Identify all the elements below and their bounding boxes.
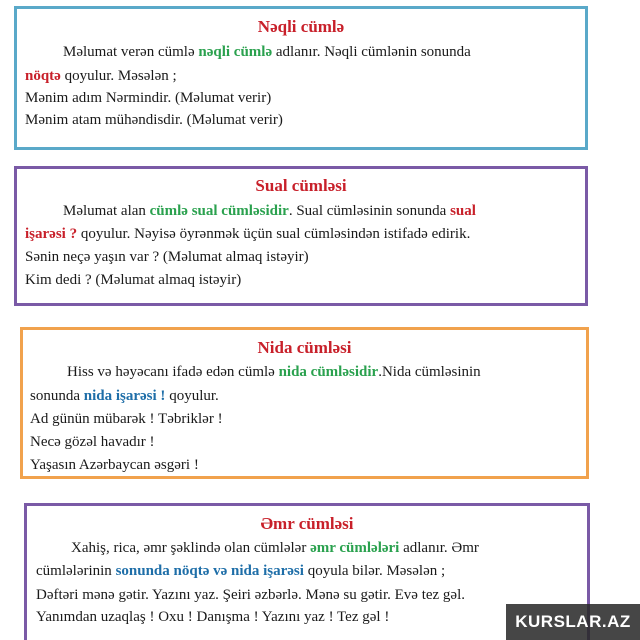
- text-run: cümlələrinin: [36, 563, 116, 579]
- highlight-term: sonunda nöqtə və nida işarəsi: [115, 563, 304, 579]
- text-line: [30, 456, 199, 474]
- text-line: [30, 433, 155, 451]
- section-title: Nəqli cümlə: [257, 17, 345, 36]
- text-run: Məlumat verən cümlə: [63, 44, 199, 60]
- text-line: [25, 225, 470, 243]
- text-run: qoyula bilər. Məsələn ;: [303, 563, 446, 579]
- highlight-term: nida cümləsidir: [278, 364, 379, 380]
- text-line: [36, 586, 465, 604]
- section-title: Əmr cümləsi: [260, 514, 354, 533]
- text-line: [30, 387, 219, 405]
- text-run: Mənim adım Nərmindir. (Məlumat verir): [25, 90, 272, 106]
- text-line: [36, 562, 445, 580]
- text-line: [67, 363, 481, 381]
- section-title: Sual cümləsi: [255, 176, 347, 195]
- highlight-term: nida işarəsi !: [83, 388, 166, 404]
- text-line: [63, 202, 476, 220]
- text-run: Kim dedi ? (Məlumat almaq istəyir): [25, 272, 242, 288]
- text-run: Necə gözəl havadır !: [30, 434, 155, 450]
- text-run: Dəftəri mənə gətir. Yazını yaz. Şeiri əzbərlə. Mənə su gətir. Evə tez gəl.: [36, 587, 466, 603]
- highlight-term: əmr cümlələri: [310, 540, 400, 556]
- section-neqli: [14, 6, 588, 150]
- text-line: [63, 43, 471, 61]
- highlight-term: sual: [450, 203, 476, 219]
- section-sual: [14, 166, 588, 306]
- text-run: adlanır. Əmr: [399, 540, 479, 556]
- text-run: sonunda: [30, 388, 84, 404]
- highlight-term: işarəsi ?: [25, 226, 78, 242]
- text-run: Yaşasın Azərbaycan əsgəri !: [30, 457, 199, 473]
- text-run: Hiss və həyəcanı ifadə edən cümlə: [67, 364, 279, 380]
- text-line: [25, 111, 283, 129]
- text-run: qoyulur. Məsələn ;: [60, 68, 177, 84]
- text-run: qoyulur. Nəyisə öyrənmək üçün sual cümləsindən istifadə edirik.: [77, 226, 471, 242]
- text-run: Yanımdan uzaqlaş ! Oxu ! Danışma ! Yazını yaz ! Tez gəl !: [36, 609, 390, 625]
- text-line: [25, 248, 309, 266]
- text-line: [25, 89, 271, 107]
- section-title: Nida cümləsi: [257, 338, 352, 357]
- text-line: [71, 539, 479, 557]
- text-run: qoyulur.: [165, 388, 219, 404]
- text-run: Sənin neçə yaşın var ? (Məlumat almaq istəyir): [25, 249, 309, 265]
- text-run: adlanır. Nəqli cümlənin sonunda: [272, 44, 471, 60]
- highlight-term: cümlə sual cümləsidir: [149, 203, 289, 219]
- text-line: [36, 608, 389, 626]
- text-line: [25, 67, 177, 85]
- text-run: .Nida cümləsinin: [378, 364, 481, 380]
- text-line: [25, 271, 241, 289]
- text-run: Ad günün mübarək ! Təbriklər !: [30, 411, 223, 427]
- kurslar-watermark: KURSLAR.AZ: [506, 604, 640, 640]
- section-nida: [20, 327, 589, 479]
- text-line: [30, 410, 223, 428]
- text-run: Mənim atam mühəndisdir. (Məlumat verir): [25, 112, 283, 128]
- text-run: . Sual cümləsinin sonunda: [288, 203, 451, 219]
- highlight-term: nəqli cümlə: [198, 44, 273, 60]
- text-run: Məlumat alan: [63, 203, 150, 219]
- text-run: Xahiş, rica, əmr şəklində olan cümlələr: [71, 540, 311, 556]
- highlight-term: nöqtə: [25, 68, 61, 84]
